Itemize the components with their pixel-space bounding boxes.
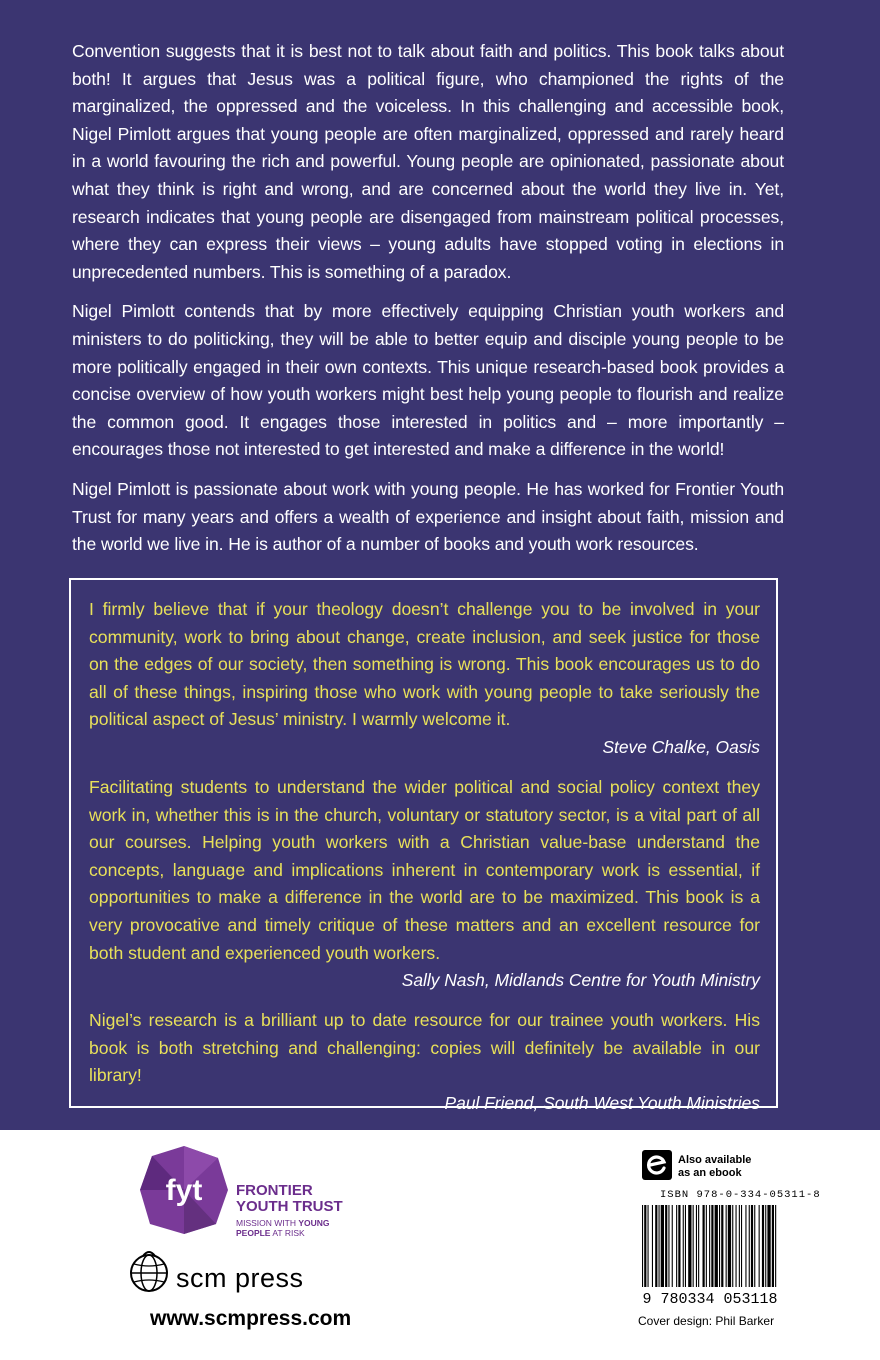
barcode-bar [678, 1205, 680, 1287]
fyt-tagline-bold: PEOPLE [236, 1228, 271, 1238]
barcode-bar [676, 1205, 677, 1287]
blurb [72, 38, 784, 571]
endorsement-attribution: Sally Nash, Midlands Centre for Youth Ministry [401, 970, 760, 991]
barcode-bar [709, 1205, 710, 1287]
barcode-bar [728, 1205, 731, 1287]
barcode-bar [703, 1205, 705, 1287]
barcode-bar [765, 1205, 766, 1287]
barcode-digits: 9 780334 053118 [642, 1291, 778, 1305]
isbn-text: ISBN 978-0-334-05311-8 [660, 1189, 821, 1201]
endorsement-attribution: Paul Friend, South West Youth Ministries [444, 1092, 760, 1113]
fyt-name [236, 1183, 343, 1215]
fyt-name-line: YOUTH TRUST [236, 1198, 343, 1215]
barcode-bar [762, 1205, 764, 1287]
cover-design-credit: Cover design: Phil Barker [638, 1314, 775, 1328]
endorsement-quote: Nigel’s research is a brilliant up to date resource for our trainee youth workers. His book is both stretching and challenging: copies will definitely be available in our library! [89, 1010, 760, 1086]
barcode-bar [732, 1205, 733, 1287]
barcode-bar [652, 1205, 653, 1287]
blurb-paragraph: Nigel Pimlott contends that by more effectively equipping Christian youth workers and ministers to do politicking, they will be able to better equip and disciple young people to be more politically engaged in their own contexts. This unique research-based book provides a concise overview of how youth workers might best help young people to flourish and realize the common good. It engages those interested in politics and – more importantly – encourages those not interested to get interested and make a difference in the world! [72, 301, 784, 460]
barcode-bar [683, 1205, 684, 1287]
fyt-tagline-text: MISSION WITH [236, 1218, 299, 1228]
blurb-paragraph: Convention suggests that it is best not to talk about faith and politics. This book talks about both! It argues that Jesus was a political figure, who championed the rights of the marginalized, the oppressed and the voiceless. In this challenging and accessible book, Nigel Pimlott argues that young people are often marginalized, oppressed and rarely heard in a world favouring the rich and powerful. Young people are opinionated, passionate about what they think is right and wrong, and are concerned about the world they live in. Yet, research indicates that young people are disengaged from mainstream political processes, where they can express their views – young adults have stopped voting in elections in unprecedented numbers. This is something of a paradox. [72, 41, 784, 282]
barcode-bar [745, 1205, 746, 1287]
barcode-bar [661, 1205, 664, 1287]
barcode-bar [648, 1205, 649, 1287]
barcode-bar [726, 1205, 727, 1287]
barcode-bar [693, 1205, 694, 1287]
fyt-name-line: FRONTIER [236, 1182, 313, 1199]
barcode-icon [640, 1203, 780, 1305]
barcode-bar [739, 1205, 740, 1287]
barcode-bar [642, 1205, 643, 1287]
barcode-bar [698, 1205, 699, 1287]
fyt-tagline [236, 1218, 330, 1238]
barcode-bar [741, 1205, 742, 1287]
fyt-tagline-text: AT RISK [270, 1228, 305, 1238]
endorsement-quote: Facilitating students to understand the wider political and social policy context they work in, whether this is in the church, voluntary or statutory sector, is a vital part of all our courses. Helping youth workers with a Christian value-base understand the concepts, language and implications inherent in contemporary work is essential, if opportunities to make a difference in the world are to be maximized. This book is a very provocative and timely critique of these matters and an excellent resource for both student and experienced youth workers. [89, 776, 760, 963]
barcode-bar [767, 1205, 770, 1287]
barcode-bar [749, 1205, 750, 1287]
barcode-bar [655, 1205, 657, 1287]
publisher-url: www.scmpress.com [150, 1307, 352, 1330]
barcode-bar [759, 1205, 760, 1287]
fyt-logo-icon [138, 1144, 230, 1236]
barcode-bar [659, 1205, 660, 1287]
barcode-bar [715, 1205, 718, 1287]
endorsement-quote: I firmly believe that if your theology doesn’t challenge you to be involved in your community, work to bring about change, create inclusion, and seek justice for those on the edges of our society, then something is wrong. This book encourages us to do all of these things, inspiring those who work with young people to take seriously the political aspect of Jesus’ ministry. I warmly welcome it. [89, 599, 760, 730]
barcode-bar [665, 1205, 667, 1287]
ebook-icon [642, 1150, 672, 1180]
barcode-bar [721, 1205, 723, 1287]
barcode-bar [754, 1205, 755, 1287]
barcode-bar [711, 1205, 713, 1287]
scm-globe-icon [128, 1248, 170, 1294]
ebook-note [678, 1154, 751, 1180]
fyt-tagline-bold: YOUNG [298, 1218, 330, 1228]
barcode-bar [775, 1205, 776, 1287]
endorsement-attribution: Steve Chalke, Oasis [602, 736, 760, 757]
publisher-name: scm press [176, 1263, 304, 1293]
barcode-bar [668, 1205, 669, 1287]
endorsements-box [69, 578, 778, 1113]
barcode-bar [772, 1205, 774, 1287]
barcode-bar [719, 1205, 720, 1287]
fyt-logo-text: fyt [165, 1174, 203, 1207]
barcode-bar [685, 1205, 686, 1287]
barcode-bar [688, 1205, 691, 1287]
barcode-bar [736, 1205, 737, 1287]
ebook-note-line: Also available [678, 1154, 752, 1166]
blurb-paragraph: Nigel Pimlott is passionate about work with young people. He has worked for Frontier Youth Trust for many years and offers a wealth of experience and insight about faith, mission and the world we live in. He is author of a number of books and youth work resources. [72, 478, 784, 555]
barcode-bar [706, 1205, 707, 1287]
ebook-note-line: as an ebook [678, 1167, 742, 1179]
barcode-bar [644, 1205, 646, 1287]
barcode-bar [672, 1205, 673, 1287]
barcode-bar [751, 1205, 753, 1287]
barcode-bar [696, 1205, 697, 1287]
